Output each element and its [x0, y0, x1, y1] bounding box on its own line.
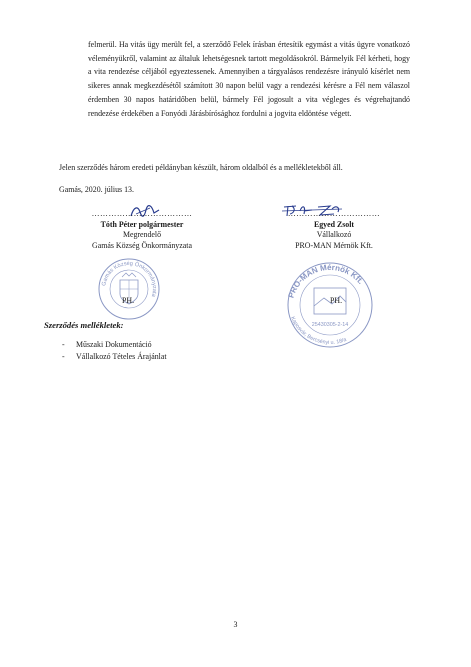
left-signatory-org: Gamás Község Önkormányzata	[92, 240, 192, 250]
left-ph-label: PH.	[122, 296, 135, 305]
municipality-stamp-text: Gamás Község Önkormányzata	[101, 260, 158, 298]
left-signature-line: ………………………………	[91, 209, 193, 218]
svg-text:PRO-MAN Mérnök Kft.: PRO-MAN Mérnök Kft.	[286, 262, 366, 300]
place-date: Gamás, 2020. július 13.	[59, 185, 134, 194]
attachment-label: Műszaki Dokumentáció	[76, 340, 152, 349]
right-signatory-role: Vállalkozó	[316, 230, 352, 240]
left-signatory-name: Tóth Péter polgármester	[100, 219, 184, 229]
attachment-item: - Műszaki Dokumentáció	[62, 340, 152, 349]
right-signatory-name: Egyed Zsolt	[313, 219, 355, 229]
attachments-list	[62, 339, 167, 363]
attachment-item: - Vállalkozó Tételes Árajánlat	[62, 352, 167, 361]
left-signature-block	[62, 209, 222, 251]
page-number: 3	[233, 620, 238, 629]
right-signature-block	[254, 209, 414, 251]
attachment-label: Vállalkozó Tételes Árajánlat	[76, 352, 167, 361]
svg-text:25430305-2-14: 25430305-2-14	[311, 322, 349, 328]
attachments-title: Szerződés mellékletek:	[44, 320, 124, 330]
company-stamp	[282, 262, 378, 348]
svg-text:Kaposvár, Bercsényi u. 18/a: Kaposvár, Bercsényi u. 18/a	[289, 315, 348, 347]
right-ph-label: PH.	[330, 296, 343, 305]
left-signatory-role: Megrendelő	[122, 230, 162, 240]
right-signature-line: ……………………………	[287, 209, 381, 218]
closing-statement: Jelen szerződés három eredeti példányban készült, három oldalból és a mellékletekből áll.	[59, 163, 343, 172]
right-signatory-org: PRO-MAN Mérnök Kft.	[295, 240, 373, 250]
body-paragraph: felmerül. Ha vitás ügy merült fel, a szerződő Felek írásban értesítik egymást a vitás ügyre vonatkozó véleményükről, valamint az általuk lehetségesnek tartott megoldásokról. Bármelyik Fél kérheti, hogy a vita rendezése céljából egyeztessenek. Amennyiben a tárgyalásos rendezésre irányuló kísérlet nem sikeres annak megkezdésétől számított 30 napon belül vagy a rendezési kérésre a Fél nem válaszol érdemben 30 napos határidőben belül, bármely Fél jogosult a vita végleges és végrehajtandó rendezése érdekében a Fonyódi Járásbírósághoz fordulni a jogvita eldöntése végett.	[88, 40, 410, 118]
municipality-stamp	[98, 258, 160, 320]
